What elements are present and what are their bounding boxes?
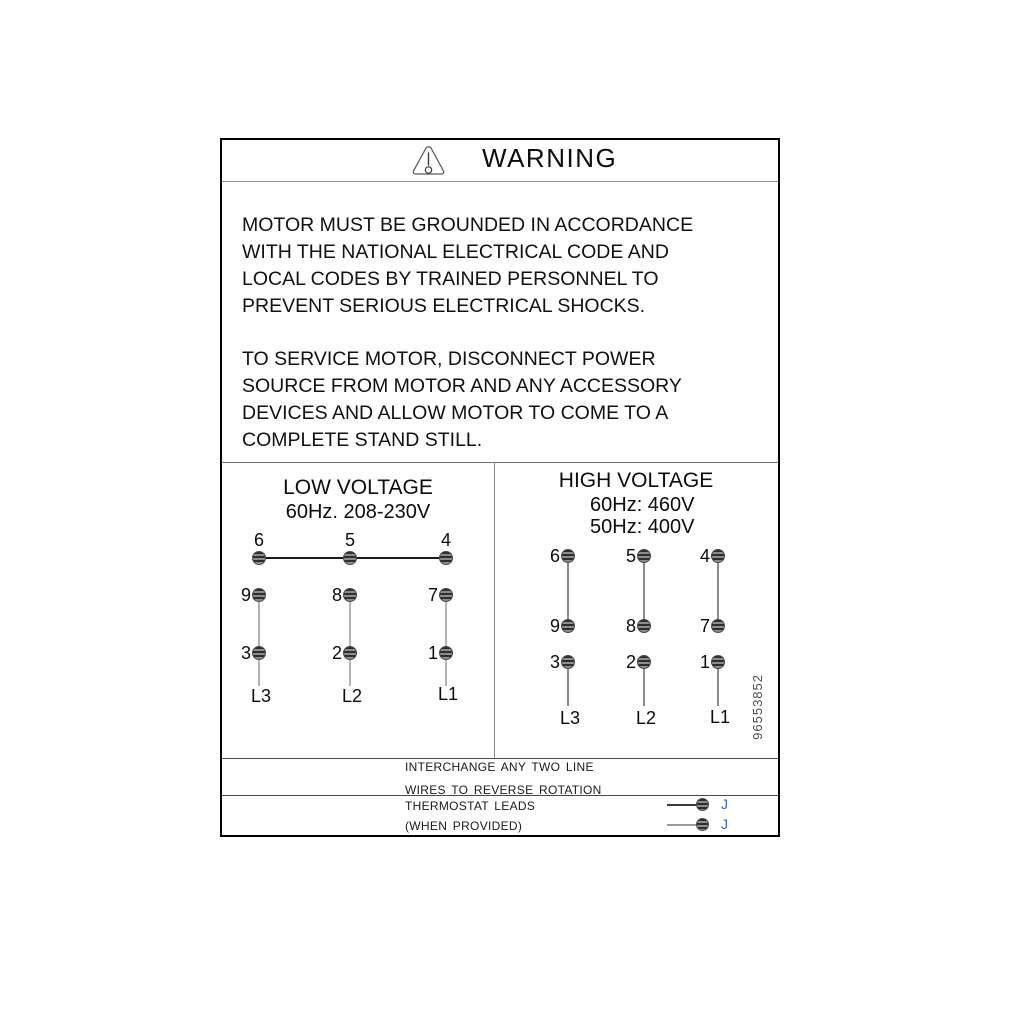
lv-line-label-l1: L1 [437, 684, 459, 704]
rotation-note-line2: WIRES TO REVERSE ROTATION [405, 783, 602, 797]
terminal-dot [561, 655, 575, 669]
hv-wire-4-7 [717, 558, 719, 624]
terminal-dot [343, 588, 357, 602]
terminal-dot [637, 655, 651, 669]
hv-line-label-l1: L1 [709, 707, 731, 727]
thermostat-lead-label: J [721, 816, 728, 832]
part-number: 96553852 [750, 674, 765, 740]
lv-wire-col2 [349, 599, 351, 686]
lv-terminal-number-5: 5 [344, 530, 355, 550]
header-divider [222, 181, 778, 182]
wiring-diagram-section [222, 462, 778, 758]
hv-terminal-number-1: 1 [699, 652, 710, 672]
terminal-dot [711, 655, 725, 669]
low-voltage-subtitle: 60Hz. 208-230V [285, 501, 431, 523]
thermostat-note-line2: (WHEN PROVIDED) [405, 819, 523, 833]
thermostat-lead-label: J [721, 796, 728, 812]
terminal-dot [439, 551, 453, 565]
hv-terminal-number-5: 5 [625, 546, 636, 566]
thermostat-note-line1: THERMOSTAT LEADS [405, 799, 536, 813]
warning-text-line: LOCAL CODES BY TRAINED PERSONNEL TO [242, 268, 659, 290]
hv-terminal-number-8: 8 [625, 616, 636, 636]
terminal-dot [561, 619, 575, 633]
terminal-dot [252, 551, 266, 565]
terminal-dot [711, 619, 725, 633]
lv-terminal-number-6: 6 [253, 530, 264, 550]
lv-terminal-number-9: 9 [240, 585, 251, 605]
hv-wire-3-l3 [567, 664, 569, 706]
hv-line-label-l2: L2 [635, 708, 657, 728]
terminal-dot [637, 549, 651, 563]
warning-text-line: MOTOR MUST BE GROUNDED IN ACCORDANCE [242, 214, 694, 236]
hv-terminal-number-7: 7 [699, 616, 710, 636]
rotation-note-divider [222, 758, 778, 759]
terminal-dot [252, 588, 266, 602]
warning-text-line: DEVICES AND ALLOW MOTOR TO COME TO A [242, 402, 669, 424]
terminal-dot [252, 646, 266, 660]
hv-terminal-number-2: 2 [625, 652, 636, 672]
lv-terminal-number-3: 3 [240, 643, 251, 663]
lv-terminal-number-1: 1 [427, 643, 438, 663]
lv-line-label-l3: L3 [250, 686, 272, 706]
low-voltage-title: LOW VOLTAGE [283, 476, 433, 499]
warning-label [220, 138, 780, 837]
thermostat-lead-terminal-dot [696, 818, 709, 831]
high-voltage-subtitle-60hz: 60Hz: 460V [590, 494, 695, 516]
warning-triangle-icon [410, 145, 447, 182]
lv-wire-col3 [445, 599, 447, 686]
lv-terminal-number-8: 8 [331, 585, 342, 605]
warning-text-line: WITH THE NATIONAL ELECTRICAL CODE AND [242, 241, 669, 263]
terminal-dot [439, 646, 453, 660]
thermostat-lead-terminal-dot [696, 798, 709, 811]
high-voltage-title: HIGH VOLTAGE [558, 469, 714, 492]
warning-text-line: PREVENT SERIOUS ELECTRICAL SHOCKS. [242, 295, 646, 317]
terminal-dot [343, 551, 357, 565]
warning-title: WARNING [482, 143, 618, 173]
lv-line-label-l2: L2 [341, 686, 363, 706]
hv-wire-5-8 [643, 558, 645, 624]
hv-terminal-number-9: 9 [549, 616, 560, 636]
hv-terminal-number-4: 4 [699, 546, 710, 566]
lv-terminal-number-7: 7 [427, 585, 438, 605]
terminal-dot [561, 549, 575, 563]
rotation-note-line1: INTERCHANGE ANY TWO LINE [405, 760, 594, 774]
terminal-dot [439, 588, 453, 602]
warning-text-line: TO SERVICE MOTOR, DISCONNECT POWER [242, 348, 656, 370]
terminal-dot [343, 646, 357, 660]
high-voltage-subtitle-50hz: 50Hz: 400V [590, 516, 695, 538]
hv-wire-1-l1 [717, 664, 719, 706]
warning-text-line: SOURCE FROM MOTOR AND ANY ACCESSORY [242, 375, 682, 397]
warning-text-line: COMPLETE STAND STILL. [242, 429, 483, 451]
terminal-dot [637, 619, 651, 633]
lv-terminal-number-2: 2 [331, 643, 342, 663]
hv-line-label-l3: L3 [559, 708, 581, 728]
lv-terminal-number-4: 4 [440, 530, 451, 550]
hv-wire-2-l2 [643, 664, 645, 706]
hv-terminal-number-3: 3 [549, 652, 560, 672]
terminal-dot [711, 549, 725, 563]
lv-wire-col1 [258, 599, 260, 686]
hv-terminal-number-6: 6 [549, 546, 560, 566]
hv-wire-6-9 [567, 558, 569, 624]
